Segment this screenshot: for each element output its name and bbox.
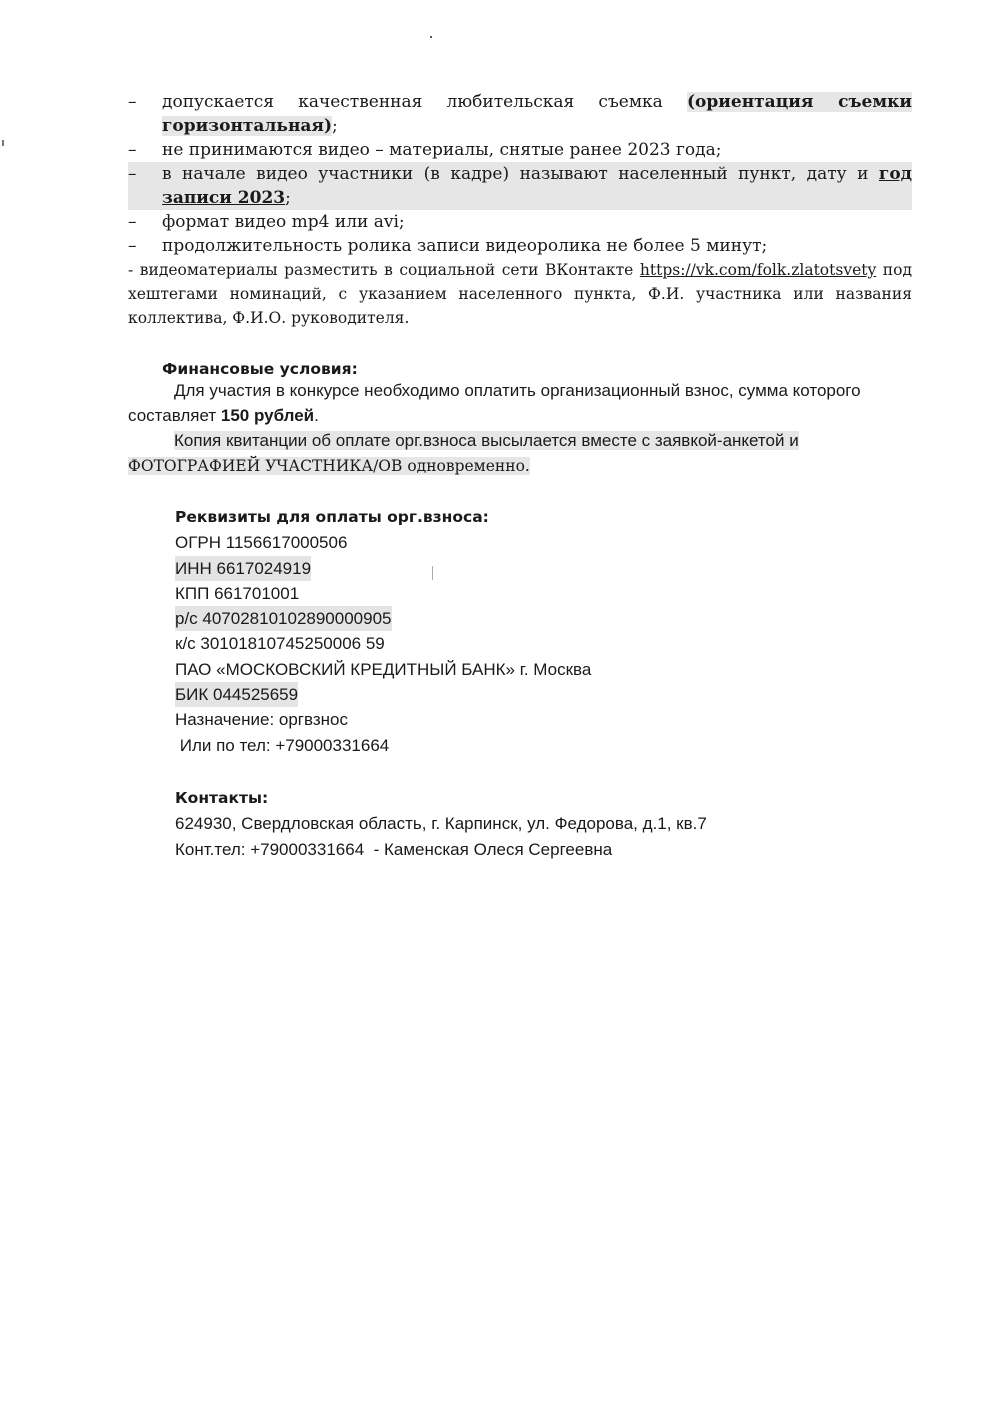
requisite-line: ИНН 6617024919 (175, 556, 311, 581)
indent (128, 381, 174, 400)
requirements-list (128, 90, 912, 330)
list-item (128, 210, 912, 234)
finance-amount: 150 рублей (220, 406, 315, 425)
contacts-address: 624930, Свердловская область, г. Карпинск, ул. Федорова, д.1, кв.7 (175, 814, 707, 833)
contacts-block (175, 785, 875, 863)
list-item (128, 162, 912, 210)
list-item-bold: (ориентация съемки горизонтальная) (162, 92, 912, 136)
finance-p2-text: Копия квитанции об оплате орг.взноса высылается вместе с заявкой-анкетой и (174, 431, 799, 450)
list-item-text: формат видео mp4 или avi; (162, 212, 405, 232)
list-dash: – (128, 236, 137, 256)
finance-title: Финансовые условия: (162, 360, 358, 378)
requisite-line: БИК 044525659 (175, 682, 298, 707)
vk-note (128, 258, 912, 330)
finance-paragraph-1 (128, 378, 912, 428)
requisite-line: ПАО «МОСКОВСКИЙ КРЕДИТНЫЙ БАНК» г. Москва (175, 659, 592, 679)
requisite-line: Назначение: оргвзнос (175, 710, 348, 730)
requisite-line: к/с 30101810745250006 59 (175, 634, 385, 654)
list-item (128, 90, 912, 138)
vk-note-before: - видеоматериалы разместить в социальной сети ВКонтакте (128, 261, 640, 279)
finance-p1-tail: . (314, 406, 319, 425)
scan-speck (430, 36, 432, 38)
list-dash: – (128, 212, 137, 232)
requisite-line: Или по тел: +79000331664 (175, 735, 390, 755)
requisite-line: ОГРН 1156617000506 (175, 533, 348, 553)
vk-link[interactable]: https://vk.com/folk.zlatotsvety (639, 261, 877, 279)
vk-note-after: под хештегами номинаций, с указанием населенного пункта, Ф.И. участника или названия коллектива, Ф.И.О. руководителя. (128, 261, 912, 327)
requisites-block (175, 505, 775, 758)
requisite-line: КПП 661701001 (175, 583, 300, 603)
list-item-text: продолжительность ролика записи видеоролика не более 5 минут; (162, 236, 768, 256)
finance-paragraph-2 (128, 428, 912, 479)
list-item-tail: ; (285, 188, 291, 208)
requisite-line: р/с 40702810102890000905 (175, 606, 392, 631)
list-item-text: в начале видео участники (в кадре) называют населенный пункт, дату и (162, 164, 879, 184)
contacts-phone: Конт.тел: +79000331664 - Каменская Олеся Сергеевна (175, 840, 613, 859)
scan-speck (432, 566, 433, 580)
list-item-text: не принимаются видео – материалы, снятые ранее 2023 года; (162, 140, 722, 160)
list-dash: – (128, 140, 137, 160)
list-item-tail: ; (332, 116, 338, 136)
list-item-text: допускается качественная любительская съемка (162, 92, 688, 112)
finance-p1-text: Для участия в конкурсе необходимо оплатить организационный взнос, сумма которого составляет (128, 381, 861, 425)
list-item (128, 138, 912, 162)
list-dash: – (128, 92, 137, 112)
list-dash: – (128, 164, 137, 184)
contacts-title: Контакты: (175, 789, 269, 807)
requisites-title: Реквизиты для оплаты орг.взноса: (175, 508, 489, 526)
list-item (128, 234, 912, 258)
list-item-bold: год записи 2023 (162, 164, 912, 208)
finance-p2-line2: ФОТОГРАФИЕЙ УЧАСТНИКА/ОВ одновременно. (128, 457, 530, 475)
scan-speck (2, 140, 4, 146)
